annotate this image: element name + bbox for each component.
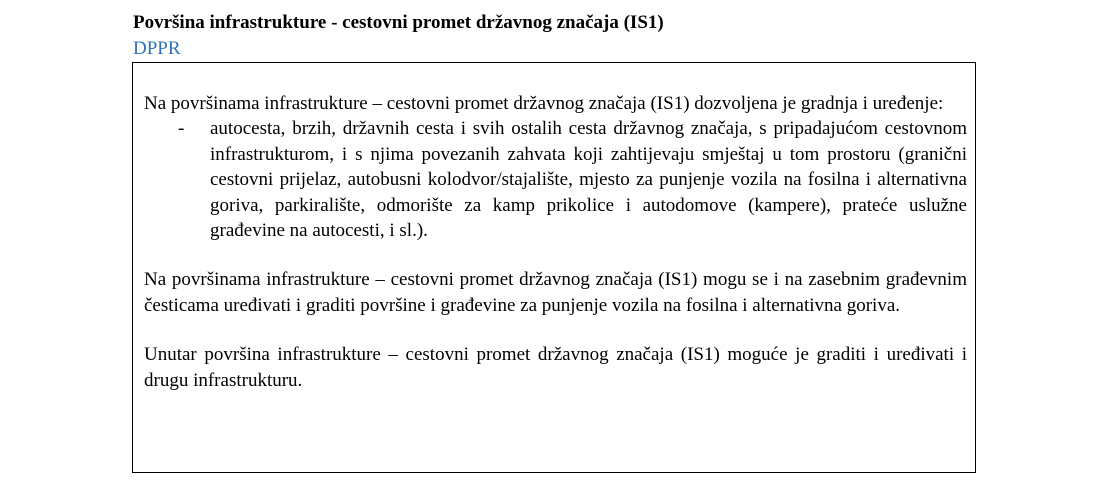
source-label: DPPR bbox=[133, 38, 181, 59]
paragraph-charging-stations: Na površinama infrastrukture – cestovni promet državnog značaja (IS1) mogu se i na zasebnim građevnim česticama uređivati i graditi površine i građevine za punjenje vozila na fosilna i alternativna goriva. bbox=[144, 269, 967, 316]
permitted-list bbox=[144, 116, 967, 243]
list-item bbox=[144, 116, 967, 243]
bullet-dash: - bbox=[178, 118, 185, 140]
paragraph-spacer bbox=[144, 318, 967, 342]
paragraph-other-infrastructure: Unutar površina infrastrukture – cestovni promet državnog značaja (IS1) moguće je graditi i uređivati i drugu infrastrukturu. bbox=[144, 344, 967, 391]
paragraph-spacer bbox=[144, 243, 967, 267]
list-item-text: autocesta, brzih, državnih cesta i svih ostalih cesta državnog značaja, s pripadajućom cestovnom infrastrukturom, i s njima povezanih zahvata koji zahtijevaju smještaj u tom prostoru (granični cestovni prijelaz, autobusni kolodvor/stajalište, mjesto za punjenje vozila na fosilna i alternativna goriva, parkiralište, odmorište za kamp prikolice i autodomove (kampere), prateće uslužne građevine na autocesti, i sl.). bbox=[210, 118, 967, 242]
document-heading: Površina infrastrukture - cestovni promet državnog značaja (IS1) bbox=[133, 12, 664, 33]
paragraph-permitted-construction: Na površinama infrastrukture – cestovni promet državnog značaja (IS1) dozvoljena je gradnja i uređenje: bbox=[144, 93, 944, 114]
provision-content bbox=[144, 91, 967, 393]
provision-box bbox=[132, 62, 976, 473]
